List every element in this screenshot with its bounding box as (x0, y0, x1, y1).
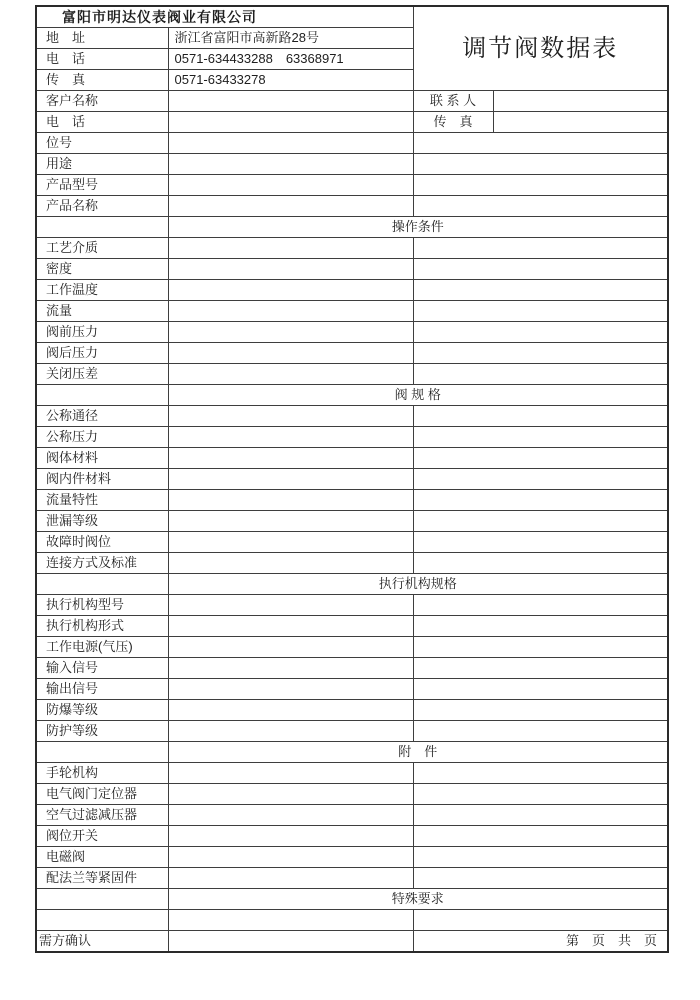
row-fail-position (36, 532, 668, 553)
row-leakage-class (36, 511, 668, 532)
nominal-diameter-label: 公称通径 (36, 406, 168, 427)
process-medium-value-2 (413, 238, 668, 259)
buyer-confirmation-value (168, 931, 413, 953)
flange-fasteners-value (168, 868, 413, 889)
outlet-pressure-label: 阀后压力 (36, 343, 168, 364)
product-name-value (168, 196, 413, 217)
nominal-pressure-label: 公称压力 (36, 427, 168, 448)
customer-fax-label: 传 真 (413, 112, 493, 133)
solenoid-valve-label: 电磁阀 (36, 847, 168, 868)
row-purpose (36, 154, 668, 175)
position-switch-label: 阀位开关 (36, 826, 168, 847)
trim-material-label: 阀内件材料 (36, 469, 168, 490)
inlet-pressure-value (168, 322, 413, 343)
row-customer-name (36, 91, 668, 112)
fail-position-value-2 (413, 532, 668, 553)
flow-rate-label: 流量 (36, 301, 168, 322)
working-temperature-value (168, 280, 413, 301)
shutoff-pressure-diff-label: 关闭压差 (36, 364, 168, 385)
row-solenoid-valve (36, 847, 668, 868)
fax-value: 0571-63433278 (168, 70, 413, 91)
row-section-valve (36, 385, 668, 406)
solenoid-valve-value-2 (413, 847, 668, 868)
customer-name-value (168, 91, 413, 112)
actuator-type-label: 执行机构形式 (36, 616, 168, 637)
row-product-name (36, 196, 668, 217)
section-operating-spacer (36, 217, 168, 238)
row-section-operating (36, 217, 668, 238)
nominal-pressure-value-2 (413, 427, 668, 448)
section-valve-title: 阀 规 格 (168, 385, 668, 406)
power-supply-value-2 (413, 637, 668, 658)
section-actuator-title: 执行机构规格 (168, 574, 668, 595)
section-special-spacer (36, 889, 168, 910)
row-shutoff-pressure-diff (36, 364, 668, 385)
special-blank-spacer (36, 910, 168, 931)
contact-person-label: 联 系 人 (413, 91, 493, 112)
tag-number-value-2 (413, 133, 668, 154)
row-handwheel (36, 763, 668, 784)
power-supply-value (168, 637, 413, 658)
explosion-proof-class-value (168, 700, 413, 721)
section-valve-spacer (36, 385, 168, 406)
row-working-temperature (36, 280, 668, 301)
handwheel-label: 手轮机构 (36, 763, 168, 784)
outlet-pressure-value-2 (413, 343, 668, 364)
connection-standard-label: 连接方式及标准 (36, 553, 168, 574)
shutoff-pressure-diff-value-2 (413, 364, 668, 385)
product-model-label: 产品型号 (36, 175, 168, 196)
product-model-value (168, 175, 413, 196)
customer-name-label: 客户名称 (36, 91, 168, 112)
row-product-model (36, 175, 668, 196)
nominal-diameter-value-2 (413, 406, 668, 427)
row-flow-rate (36, 301, 668, 322)
handwheel-value-2 (413, 763, 668, 784)
actuator-model-value-2 (413, 595, 668, 616)
air-filter-regulator-value-2 (413, 805, 668, 826)
row-customer-phone (36, 112, 668, 133)
output-signal-value-2 (413, 679, 668, 700)
output-signal-label: 输出信号 (36, 679, 168, 700)
product-name-value-2 (413, 196, 668, 217)
working-temperature-label: 工作温度 (36, 280, 168, 301)
protection-class-value-2 (413, 721, 668, 742)
row-outlet-pressure (36, 343, 668, 364)
row-actuator-type (36, 616, 668, 637)
row-trim-material (36, 469, 668, 490)
row-nominal-diameter (36, 406, 668, 427)
section-actuator-spacer (36, 574, 168, 595)
nominal-pressure-value (168, 427, 413, 448)
customer-fax-value (493, 112, 668, 133)
protection-class-value (168, 721, 413, 742)
trim-material-value (168, 469, 413, 490)
phone-label: 电 话 (36, 49, 168, 70)
protection-class-label: 防护等级 (36, 721, 168, 742)
row-footer (36, 931, 668, 953)
input-signal-label: 输入信号 (36, 658, 168, 679)
flow-characteristic-value (168, 490, 413, 511)
nominal-diameter-value (168, 406, 413, 427)
fax-label: 传 真 (36, 70, 168, 91)
actuator-model-label: 执行机构型号 (36, 595, 168, 616)
row-connection-standard (36, 553, 668, 574)
inlet-pressure-label: 阀前压力 (36, 322, 168, 343)
position-switch-value (168, 826, 413, 847)
leakage-class-label: 泄漏等级 (36, 511, 168, 532)
actuator-model-value (168, 595, 413, 616)
process-medium-label: 工艺介质 (36, 238, 168, 259)
row-nominal-pressure (36, 427, 668, 448)
positioner-value (168, 784, 413, 805)
density-value-2 (413, 259, 668, 280)
input-signal-value (168, 658, 413, 679)
outlet-pressure-value (168, 343, 413, 364)
inlet-pressure-value-2 (413, 322, 668, 343)
datasheet-table (35, 5, 669, 953)
working-temperature-value-2 (413, 280, 668, 301)
trim-material-value-2 (413, 469, 668, 490)
row-explosion-proof-class (36, 700, 668, 721)
special-blank-value (168, 910, 413, 931)
row-section-actuator (36, 574, 668, 595)
section-operating-title: 操作条件 (168, 217, 668, 238)
row-input-signal (36, 658, 668, 679)
row-actuator-model (36, 595, 668, 616)
row-inlet-pressure (36, 322, 668, 343)
row-positioner (36, 784, 668, 805)
row-density (36, 259, 668, 280)
shutoff-pressure-diff-value (168, 364, 413, 385)
address-label: 地 址 (36, 28, 168, 49)
purpose-value (168, 154, 413, 175)
body-material-value-2 (413, 448, 668, 469)
handwheel-value (168, 763, 413, 784)
company-name: 富阳市明达仪表阀业有限公司 (36, 6, 413, 28)
flange-fasteners-value-2 (413, 868, 668, 889)
purpose-value-2 (413, 154, 668, 175)
leakage-class-value (168, 511, 413, 532)
customer-phone-value (168, 112, 413, 133)
product-name-label: 产品名称 (36, 196, 168, 217)
row-section-special (36, 889, 668, 910)
section-accessories-spacer (36, 742, 168, 763)
flange-fasteners-label: 配法兰等紧固件 (36, 868, 168, 889)
row-flow-characteristic (36, 490, 668, 511)
flow-rate-value-2 (413, 301, 668, 322)
explosion-proof-class-label: 防爆等级 (36, 700, 168, 721)
body-material-value (168, 448, 413, 469)
purpose-label: 用途 (36, 154, 168, 175)
row-tag-number (36, 133, 668, 154)
actuator-type-value-2 (413, 616, 668, 637)
solenoid-valve-value (168, 847, 413, 868)
leakage-class-value-2 (413, 511, 668, 532)
flow-characteristic-label: 流量特性 (36, 490, 168, 511)
input-signal-value-2 (413, 658, 668, 679)
positioner-value-2 (413, 784, 668, 805)
air-filter-regulator-value (168, 805, 413, 826)
row-special-blank (36, 910, 668, 931)
contact-person-value (493, 91, 668, 112)
connection-standard-value-2 (413, 553, 668, 574)
section-special-title: 特殊要求 (168, 889, 668, 910)
body-material-label: 阀体材料 (36, 448, 168, 469)
row-company (36, 6, 668, 28)
customer-phone-label: 电 话 (36, 112, 168, 133)
actuator-type-value (168, 616, 413, 637)
fail-position-value (168, 532, 413, 553)
address-value: 浙江省富阳市高新路28号 (168, 28, 413, 49)
flow-characteristic-value-2 (413, 490, 668, 511)
buyer-confirmation-label: 需方确认 (36, 931, 168, 953)
flow-rate-value (168, 301, 413, 322)
row-section-accessories (36, 742, 668, 763)
row-output-signal (36, 679, 668, 700)
power-supply-label: 工作电源(气压) (36, 637, 168, 658)
page-title: 调节阀数据表 (413, 6, 668, 91)
row-power-supply (36, 637, 668, 658)
section-accessories-title: 附 件 (168, 742, 668, 763)
process-medium-value (168, 238, 413, 259)
row-protection-class (36, 721, 668, 742)
row-air-filter-regulator (36, 805, 668, 826)
output-signal-value (168, 679, 413, 700)
product-model-value-2 (413, 175, 668, 196)
position-switch-value-2 (413, 826, 668, 847)
page-number-text: 第 页 共 页 (413, 931, 668, 953)
special-blank-value-2 (413, 910, 668, 931)
density-value (168, 259, 413, 280)
connection-standard-value (168, 553, 413, 574)
tag-number-label: 位号 (36, 133, 168, 154)
air-filter-regulator-label: 空气过滤减压器 (36, 805, 168, 826)
row-flange-fasteners (36, 868, 668, 889)
row-position-switch (36, 826, 668, 847)
tag-number-value (168, 133, 413, 154)
explosion-proof-class-value-2 (413, 700, 668, 721)
positioner-label: 电气阀门定位器 (36, 784, 168, 805)
density-label: 密度 (36, 259, 168, 280)
fail-position-label: 故障时阀位 (36, 532, 168, 553)
row-body-material (36, 448, 668, 469)
row-process-medium (36, 238, 668, 259)
phone-value: 0571-634433288 63368971 (168, 49, 413, 70)
